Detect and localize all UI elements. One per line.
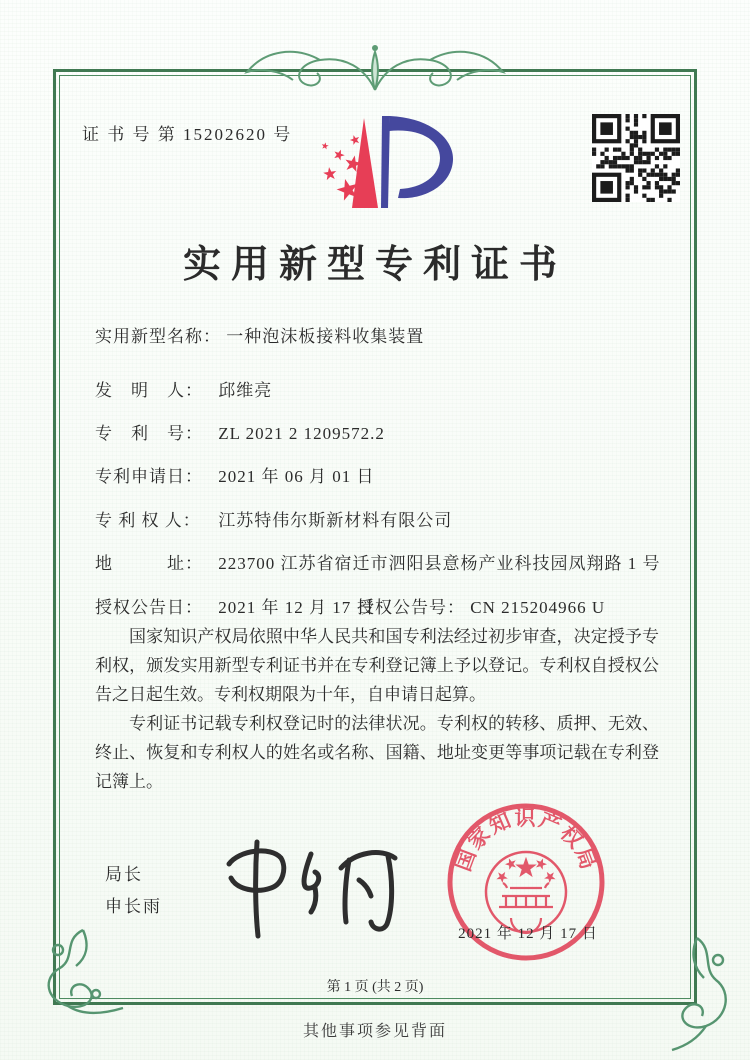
field-value: 邱维亮 xyxy=(218,381,273,400)
field-address xyxy=(95,549,661,574)
legal-paragraph-1: 国家知识产权局依照中华人民共和国专利法经过初步审查，决定授予专利权，颁发实用新型专利证书并在专利登记簿上予以登记。专利权自授权公告之日起生效。专利权期限为十年，自申请日起算。 xyxy=(95,627,659,704)
field-value: 223700 江苏省宿迁市泗阳县意杨产业科技园凤翔路 1 号 xyxy=(218,554,661,573)
field-patentee xyxy=(95,506,452,531)
field-label: 授权公告号： xyxy=(357,598,465,617)
field-filing-date xyxy=(95,462,375,487)
field-label: 专 利 号： xyxy=(95,424,203,443)
commissioner-name: 申长雨 xyxy=(105,897,162,916)
legal-paragraph-2: 专利证书记载专利权登记时的法律状况。专利权的转移、质押、无效、终止、恢复和专利权人的姓名或名称、国籍、地址变更等事项记载在专利登记簿上。 xyxy=(95,714,659,791)
qr-code xyxy=(592,114,680,202)
field-utility-model-name xyxy=(95,322,424,347)
field-value: CN 215204966 U xyxy=(470,598,606,617)
commissioner-signature xyxy=(195,828,405,946)
field-value: 江苏特伟尔斯新材料有限公司 xyxy=(218,511,453,530)
field-label: 实用新型名称： xyxy=(95,327,221,346)
back-side-note: 其他事项参见背面 xyxy=(302,1023,447,1040)
field-label: 专 利 权 人： xyxy=(95,511,201,530)
seal-ring-text: 国家知识产权局 xyxy=(450,805,602,875)
cnipa-logo xyxy=(300,106,480,230)
field-grant-date-and-number xyxy=(95,593,606,618)
field-label: 发 明 人： xyxy=(95,381,203,400)
national-emblem xyxy=(486,852,566,933)
logo-blue-stem xyxy=(381,116,390,208)
legal-text xyxy=(95,622,659,796)
field-label: 授权公告日： xyxy=(95,598,203,617)
field-value: ZL 2021 2 1209572.2 xyxy=(218,424,385,443)
field-value: 一种泡沫板接料收集装置 xyxy=(226,327,425,346)
field-value: 2021 年 12 月 17 日 xyxy=(218,598,375,617)
page-indicator: 第 1 页 (共 2 页) xyxy=(326,980,424,995)
field-label: 地 址： xyxy=(95,554,203,573)
logo-blue-bowl xyxy=(389,116,453,198)
certificate-number: 证 书 号 第 15202620 号 xyxy=(82,125,293,144)
field-grant-number xyxy=(357,593,605,618)
field-value: 2021 年 06 月 01 日 xyxy=(218,467,375,486)
commissioner-post: 局长 xyxy=(105,865,143,884)
field-patent-number xyxy=(95,419,385,444)
field-inventor xyxy=(95,376,272,401)
field-label: 专利申请日： xyxy=(95,467,203,486)
seal-date: 2021 年 12 月 17 日 xyxy=(458,926,598,942)
certificate-title: 实用新型专利证书 xyxy=(182,244,567,286)
